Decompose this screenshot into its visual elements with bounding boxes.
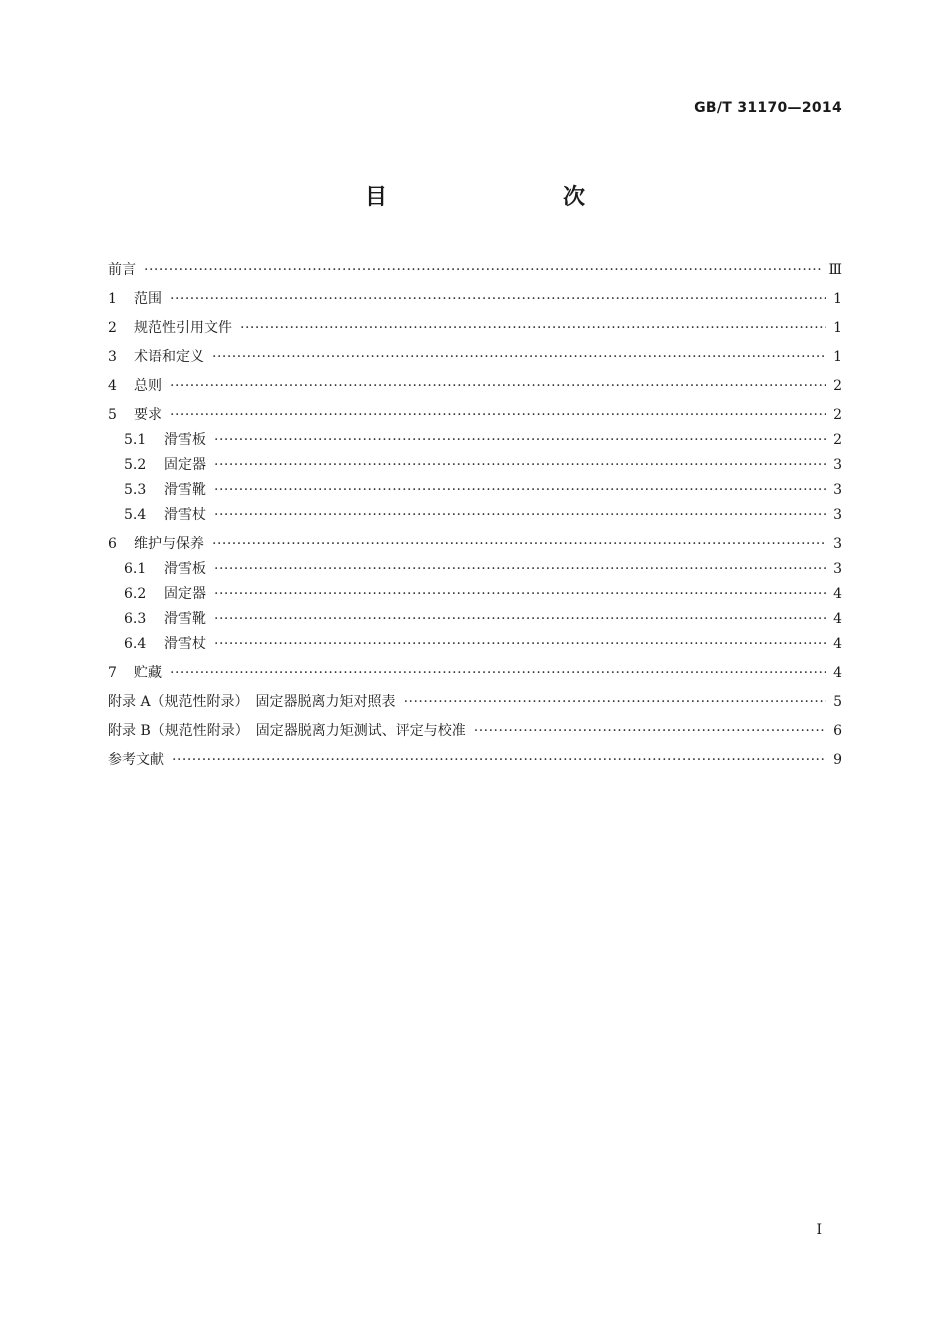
toc-row[interactable]	[108, 557, 842, 582]
toc-leader-dots	[404, 690, 826, 715]
toc-page-number: 3	[833, 457, 842, 473]
toc-page-number: 3	[833, 536, 842, 552]
toc-label: 贮藏	[134, 665, 162, 681]
toc-leader-dots	[214, 582, 826, 607]
standard-code: GB/T 31170—2014	[694, 100, 842, 116]
toc-row[interactable]	[108, 607, 842, 632]
toc-label: 滑雪板	[164, 432, 206, 448]
toc-leader-dots	[474, 719, 826, 744]
toc-row[interactable]	[108, 690, 842, 715]
toc-number: 6.2	[124, 586, 147, 602]
toc-row[interactable]	[108, 287, 842, 312]
toc-page-number: 6	[833, 723, 842, 739]
toc-row[interactable]	[108, 374, 842, 399]
toc-number: 5.4	[124, 507, 147, 523]
toc-row[interactable]	[108, 316, 842, 341]
toc-number: 5	[108, 407, 117, 423]
toc-page-number: 2	[833, 378, 842, 394]
toc-leader-dots	[214, 632, 826, 657]
toc-label: 附录 A（规范性附录） 固定器脱离力矩对照表	[108, 694, 396, 710]
toc-leader-dots	[214, 503, 826, 528]
toc-leader-dots	[214, 607, 826, 632]
toc-number: 2	[108, 320, 117, 336]
toc-number: 3	[108, 349, 117, 365]
toc-page-number: 1	[833, 320, 842, 336]
toc-page-number: 4	[833, 586, 842, 602]
toc-label: 固定器	[164, 457, 206, 473]
toc-label: 参考文献	[108, 752, 164, 768]
toc-page-number: 3	[833, 507, 842, 523]
toc-number: 7	[108, 665, 117, 681]
toc-leader-dots	[170, 287, 826, 312]
toc-label: 规范性引用文件	[134, 320, 232, 336]
toc-label: 前言	[108, 262, 136, 278]
toc-leader-dots	[170, 661, 826, 686]
toc-row[interactable]	[108, 632, 842, 657]
toc-label: 范围	[134, 291, 162, 307]
toc-page-number: 1	[833, 349, 842, 365]
toc-leader-dots	[214, 478, 826, 503]
toc-label: 固定器	[164, 586, 206, 602]
toc-number: 5.3	[124, 482, 147, 498]
toc-number: 6.3	[124, 611, 147, 627]
toc-row[interactable]	[108, 661, 842, 686]
toc-row[interactable]	[108, 403, 842, 428]
toc-row[interactable]	[108, 503, 842, 528]
page-number: Ⅰ	[816, 1222, 822, 1238]
toc-number: 6.1	[124, 561, 147, 577]
toc-label: 维护与保养	[134, 536, 204, 552]
toc-label: 滑雪板	[164, 561, 206, 577]
toc-page-number: 2	[833, 432, 842, 448]
toc-leader-dots	[212, 345, 826, 370]
toc-row[interactable]	[108, 478, 842, 503]
toc-leader-dots	[240, 316, 826, 341]
toc-number: 5.2	[124, 457, 147, 473]
toc-number: 6	[108, 536, 117, 552]
toc-leader-dots	[172, 748, 826, 773]
toc-page-number: 2	[833, 407, 842, 423]
toc-number: 6.4	[124, 636, 147, 652]
toc-leader-dots	[214, 453, 826, 478]
table-of-contents	[108, 258, 842, 773]
toc-label: 滑雪靴	[164, 482, 206, 498]
toc-number: 4	[108, 378, 117, 394]
toc-row[interactable]	[108, 719, 842, 744]
toc-leader-dots	[214, 557, 826, 582]
toc-label: 总则	[134, 378, 162, 394]
toc-leader-dots	[144, 258, 822, 283]
toc-label: 要求	[134, 407, 162, 423]
toc-row[interactable]	[108, 345, 842, 370]
toc-leader-dots	[212, 532, 826, 557]
toc-number: 5.1	[124, 432, 147, 448]
toc-leader-dots	[170, 374, 826, 399]
toc-label: 滑雪靴	[164, 611, 206, 627]
toc-leader-dots	[170, 403, 826, 428]
toc-label: 术语和定义	[134, 349, 204, 365]
toc-row[interactable]	[108, 258, 842, 283]
toc-page-number: 1	[833, 291, 842, 307]
toc-row[interactable]	[108, 532, 842, 557]
toc-row[interactable]	[108, 748, 842, 773]
toc-row[interactable]	[108, 453, 842, 478]
toc-page-number: 4	[833, 636, 842, 652]
toc-label: 滑雪杖	[164, 636, 206, 652]
toc-row[interactable]	[108, 428, 842, 453]
toc-page-number: 9	[833, 752, 842, 768]
toc-page-number: 4	[833, 665, 842, 681]
toc-page-number: 5	[833, 694, 842, 710]
toc-leader-dots	[214, 428, 826, 453]
toc-row[interactable]	[108, 582, 842, 607]
toc-number: 1	[108, 291, 117, 307]
toc-page-number: 4	[833, 611, 842, 627]
toc-label: 附录 B（规范性附录） 固定器脱离力矩测试、评定与校准	[108, 723, 466, 739]
toc-page-number: 3	[833, 561, 842, 577]
page-title: 目 次	[364, 185, 629, 210]
toc-page-number: Ⅲ	[828, 262, 842, 278]
toc-page-number: 3	[833, 482, 842, 498]
toc-label: 滑雪杖	[164, 507, 206, 523]
